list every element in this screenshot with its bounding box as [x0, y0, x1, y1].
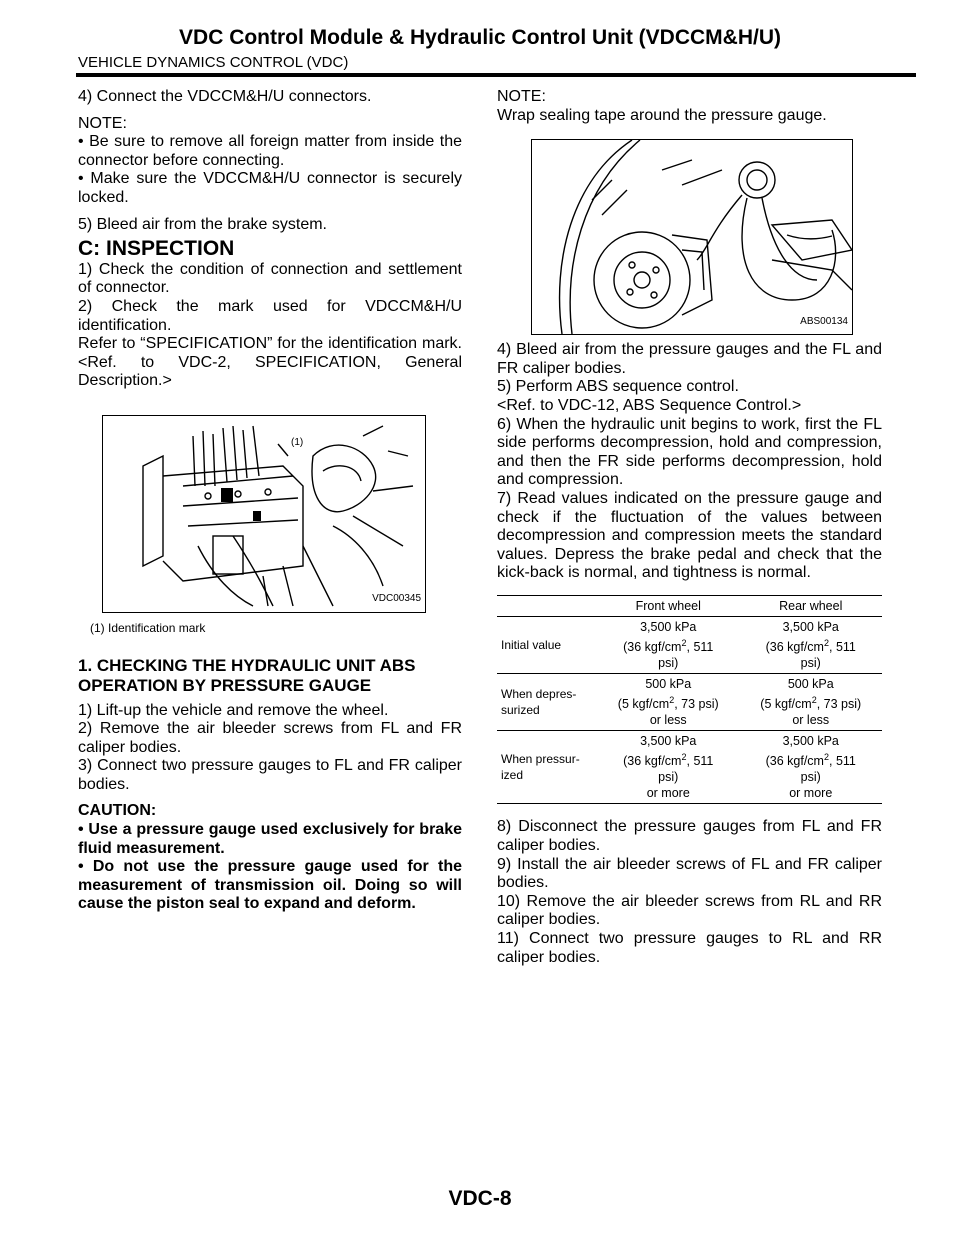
header-rule — [76, 73, 916, 77]
figure-vdc-unit — [102, 415, 426, 613]
step-4-bleed: 4) Bleed air from the pressure gauges and the FL and FR caliper bodies. — [497, 341, 882, 377]
right-note-label: NOTE: — [497, 88, 546, 105]
step-4: 4) Connect the VDCCM&H/U connectors. — [78, 88, 372, 105]
caution-item-1: • Use a pressure gauge used exclusively for brake fluid measurement. — [78, 821, 462, 857]
row-label: When depres- surized — [501, 687, 577, 718]
caution-label: CAUTION: — [78, 802, 157, 820]
table-row — [497, 616, 882, 673]
front-cell: 500 kPa (5 kgf/$cm^2$, 73 psi) or less — [617, 677, 719, 728]
section-heading: C: INSPECTION — [78, 237, 235, 261]
inspection-step-2: 2) Check the mark used for VDCCM&H/U identification. — [78, 297, 462, 334]
figure-code-2: ABS00134 — [800, 315, 848, 327]
right-column — [497, 88, 882, 967]
figure-code: VDC00345 — [372, 593, 421, 605]
step-8: 8) Disconnect the pressure gauges from FL and FR caliper bodies. — [497, 818, 882, 854]
check-step-3: 3) Connect two pressure gauges to FL and FR caliper bodies. — [78, 757, 462, 793]
subsection-heading: 1. CHECKING THE HYDRAULIC UNIT ABS OPERATION BY PRESSURE GAUGE — [78, 655, 416, 695]
front-cell: 3,500 kPa (36 kgf/$cm^2$, 511 psi) or more — [623, 734, 714, 801]
figure-label-1: (1) — [291, 436, 304, 448]
rear-cell: 3,500 kPa (36 kgf/$cm^2$, 511 psi) or more — [765, 734, 856, 801]
col-front-header: Front wheel — [635, 598, 701, 613]
spec-table — [497, 595, 882, 804]
row-label: Initial value — [501, 637, 562, 652]
step-7: 7) Read values indicated on the pressure gauge and check if the fluctuation of the values between decompression and compression meets the standard values. Depress the brake pedal and check that the kick-back is normal, and tightness is normal. — [497, 489, 882, 582]
step-9: 9) Install the air bleeder screws of FL and FR caliper bodies. — [497, 855, 882, 892]
step-6: 6) When the hydraulic unit begins to work, first the FL side performs decompression, hold and compression, and then the FR side performs decompression, hold and compression. — [497, 415, 882, 489]
note-label: NOTE: — [78, 114, 127, 132]
page-title: VDC Control Module & Hydraulic Control Unit (VDCCM&H/U) — [179, 26, 781, 49]
rear-cell: 500 kPa (5 kgf/$cm^2$, 73 psi) or less — [760, 677, 862, 728]
note-item-1: • Be sure to remove all foreign matter from inside the connector before connecting. — [78, 133, 462, 169]
table-row — [497, 731, 882, 804]
caution-item-2: • Do not use the pressure gauge used for the measurement of transmission oil. Doing so will cause the piston seal to expand and deform. — [78, 858, 462, 913]
inspection-step-2-ref: Refer to “SPECIFICATION” for the identification mark. <Ref. to VDC-2, SPECIFICATION, General Description.> — [78, 335, 462, 390]
right-note: Wrap sealing tape around the pressure gauge. — [497, 106, 827, 124]
step-5: 5) Bleed air from the brake system. — [78, 215, 327, 233]
figure-pressure-gauge — [531, 139, 853, 335]
table-row — [497, 674, 882, 731]
step-5-abs: 5) Perform ABS sequence control. — [497, 378, 739, 396]
front-cell: 3,500 kPa (36 kgf/$cm^2$, 511 psi) — [623, 619, 714, 671]
pressure-gauge-illustration — [532, 140, 852, 334]
page-subtitle: VEHICLE DYNAMICS CONTROL (VDC) — [78, 54, 349, 71]
col-rear-header: Rear wheel — [779, 598, 843, 613]
step-11: 11) Connect two pressure gauges to RL and RR caliper bodies. — [497, 929, 882, 966]
rear-cell: 3,500 kPa (36 kgf/$cm^2$, 511 psi) — [765, 619, 856, 671]
step-10: 10) Remove the air bleeder screws from RL and RR caliper bodies. — [497, 892, 882, 929]
inspection-step-1: 1) Check the condition of connection and settlement of connector. — [78, 260, 462, 297]
check-step-2: 2) Remove the air bleeder screws from FL and FR caliper bodies. — [78, 720, 462, 756]
step-5-ref: <Ref. to VDC-12, ABS Sequence Control.> — [497, 396, 802, 414]
figure-caption: (1) Identification mark — [90, 620, 206, 635]
note-item-2: • Make sure the VDCCM&H/U connector is securely locked. — [78, 170, 462, 206]
left-column — [78, 88, 462, 914]
check-step-1: 1) Lift-up the vehicle and remove the wheel. — [78, 701, 389, 719]
table-header-row — [497, 595, 882, 616]
page-number: VDC-8 — [448, 1187, 512, 1210]
vdc-unit-illustration — [103, 416, 425, 612]
row-label: When pressur- ized — [501, 752, 580, 783]
